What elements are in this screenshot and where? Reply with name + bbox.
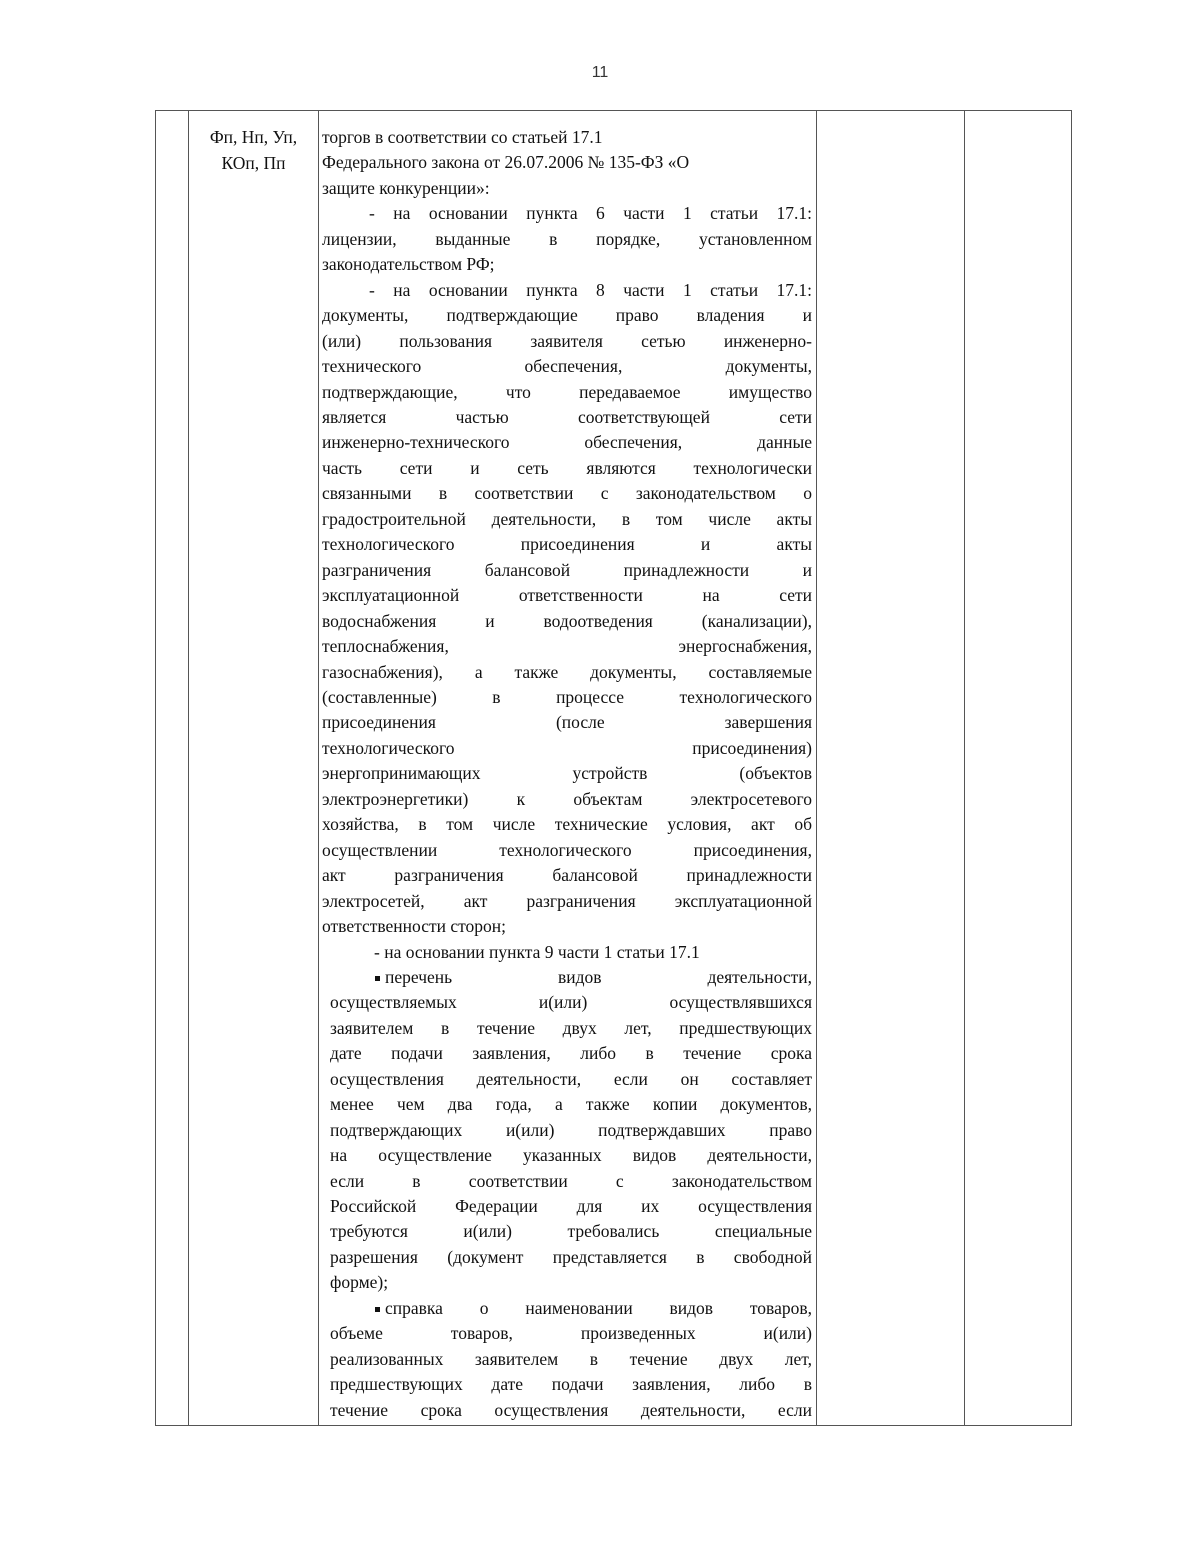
text-line-content: газоснабжения), а также документы, составляемые [322,661,812,682]
table-column-number [156,111,189,1425]
text-line [322,354,812,379]
text-line [322,176,812,201]
text-line [322,889,812,914]
text-line [322,227,812,252]
text-line-content: предшествующих дате подачи заявления, либо в [330,1374,812,1395]
text-line [322,252,812,277]
text-line [322,380,812,405]
text-line [322,1118,812,1143]
codes-line-2: КОп, Пп [221,152,286,173]
text-line-content: справка о наименовании видов товаров, [385,1297,812,1318]
text-line [322,838,812,863]
text-line-content: электроэнергетики) к объектам электросетевого [322,788,812,809]
text-line-content: дате подачи заявления, либо в течение срока [330,1043,812,1064]
text-line [322,1169,812,1194]
text-line [322,965,812,990]
text-line-content: Федерального закона от 26.07.2006 № 135-ФЗ «О [322,152,690,173]
text-line-content: заявителем в течение двух лет, предшествующих [330,1017,812,1038]
text-line-content: хозяйства, в том числе технические условия, акт об [322,814,812,835]
text-line-content: лицензии, выданные в порядке, установленном [322,228,812,249]
text-line [322,1194,812,1219]
text-line-content: акт разграничения балансовой принадлежности [322,865,812,886]
bullet-icon [375,1307,380,1312]
text-line-content: течение срока осуществления деятельности, если [330,1399,812,1420]
text-line-content: менее чем два года, а также копии документов, [330,1094,812,1115]
text-line-content: объеме товаров, произведенных и(или) [330,1323,812,1344]
text-line [322,430,812,455]
text-line [322,710,812,735]
requirements-table [155,110,1072,1426]
text-line-content: технологического присоединения) [322,737,812,758]
table-cell-codes [189,111,319,1425]
text-line-content: подтверждающие, что передаваемое имущество [322,381,812,402]
text-line-content: Российской Федерации для их осуществления [330,1196,812,1217]
text-line-content: перечень видов деятельности, [385,966,812,987]
text-line-content: технологического присоединения и акты [322,534,812,555]
text-line-content: энергопринимающих устройств (объектов [322,763,812,784]
text-line [322,201,812,226]
text-line [322,812,812,837]
text-line-content: присоединения (после завершения [322,712,812,733]
text-line [322,736,812,761]
text-line [322,1041,812,1066]
text-line-content: градостроительной деятельности, в том числе акты [322,508,812,529]
text-line [322,1398,812,1423]
text-line [322,303,812,328]
text-line-content: осуществлении технологического присоединения, [322,839,812,860]
text-line [322,1067,812,1092]
text-line [322,660,812,685]
text-line-content: инженерно-технического обеспечения, данные [322,432,812,453]
text-line-content: защите конкуренции»: [322,177,490,198]
text-line-content: разрешения (документ представляется в свободной [330,1246,812,1267]
text-line [322,1321,812,1346]
text-line [322,1270,812,1295]
text-line-content: если в соответствии с законодательством [330,1170,812,1191]
text-line-content: часть сети и сеть являются технологически [322,457,812,478]
text-line [322,583,812,608]
text-line [322,532,812,557]
text-line [322,685,812,710]
text-line-content: документы, подтверждающие право владения и [322,305,812,326]
bullet-icon [375,976,380,981]
text-line-content: осуществляемых и(или) осуществлявшихся [330,992,812,1013]
text-line [322,1296,812,1321]
text-line [322,150,812,175]
text-line-content: законодательством РФ; [322,254,495,275]
text-line [322,558,812,583]
text-line-content: эксплуатационной ответственности на сети [322,585,812,606]
text-line [322,456,812,481]
text-line [322,940,812,965]
table-column-empty-2 [965,111,1071,1425]
text-line [322,634,812,659]
text-line [322,863,812,888]
text-line [322,761,812,786]
text-line [322,329,812,354]
text-line-content: (составленные) в процессе технологического [322,686,812,707]
text-line [322,481,812,506]
text-line-content: - на основании пункта 8 части 1 статьи 17.1: [369,279,812,300]
text-line-content: связанными в соответствии с законодательством о [322,483,812,504]
text-line [322,507,812,532]
text-line-content: подтверждающих и(или) подтверждавших право [330,1119,812,1140]
page-number: 11 [591,64,609,81]
text-line-content: водоснабжения и водоотведения (канализации), [322,610,812,631]
text-line [322,1143,812,1168]
text-line [322,1219,812,1244]
text-line [322,990,812,1015]
text-line [322,914,812,939]
text-line [322,1092,812,1117]
text-line-content: разграничения балансовой принадлежности и [322,559,812,580]
text-line-content: торгов в соответствии со статьей 17.1 [322,127,603,147]
text-line-content: форме); [330,1272,389,1293]
text-line [322,1372,812,1397]
text-line-content: (или) пользования заявителя сетью инженерно- [322,330,812,351]
text-line-content: на осуществление указанных видов деятельности, [330,1145,812,1166]
text-line-content: - на основании пункта 9 части 1 статьи 17.1 [374,941,700,962]
text-line-content: технического обеспечения, документы, [322,356,812,377]
text-line-content: теплоснабжения, энергоснабжения, [322,636,812,657]
text-line-content: реализованных заявителем в течение двух лет, [330,1348,812,1369]
text-line [322,278,812,303]
text-line [322,609,812,634]
table-column-empty-1 [817,111,965,1425]
text-line-content: электросетей, акт разграничения эксплуатационной [322,890,812,911]
text-line-content: требуются и(или) требовались специальные [330,1221,812,1242]
text-line-content: осуществления деятельности, если он составляет [330,1068,812,1089]
text-line [322,405,812,430]
codes-line-1: Фп, Нп, Уп, [209,127,298,147]
text-line-content: - на основании пункта 6 части 1 статьи 17.1: [369,203,812,224]
text-line-content: является частью соответствующей сети [322,406,812,427]
text-line-content: ответственности сторон; [322,916,507,937]
text-line [322,787,812,812]
text-line [322,1347,812,1372]
text-line [322,1016,812,1041]
table-cell-document-text [319,125,817,1423]
text-line [322,125,812,150]
text-line [322,1245,812,1270]
